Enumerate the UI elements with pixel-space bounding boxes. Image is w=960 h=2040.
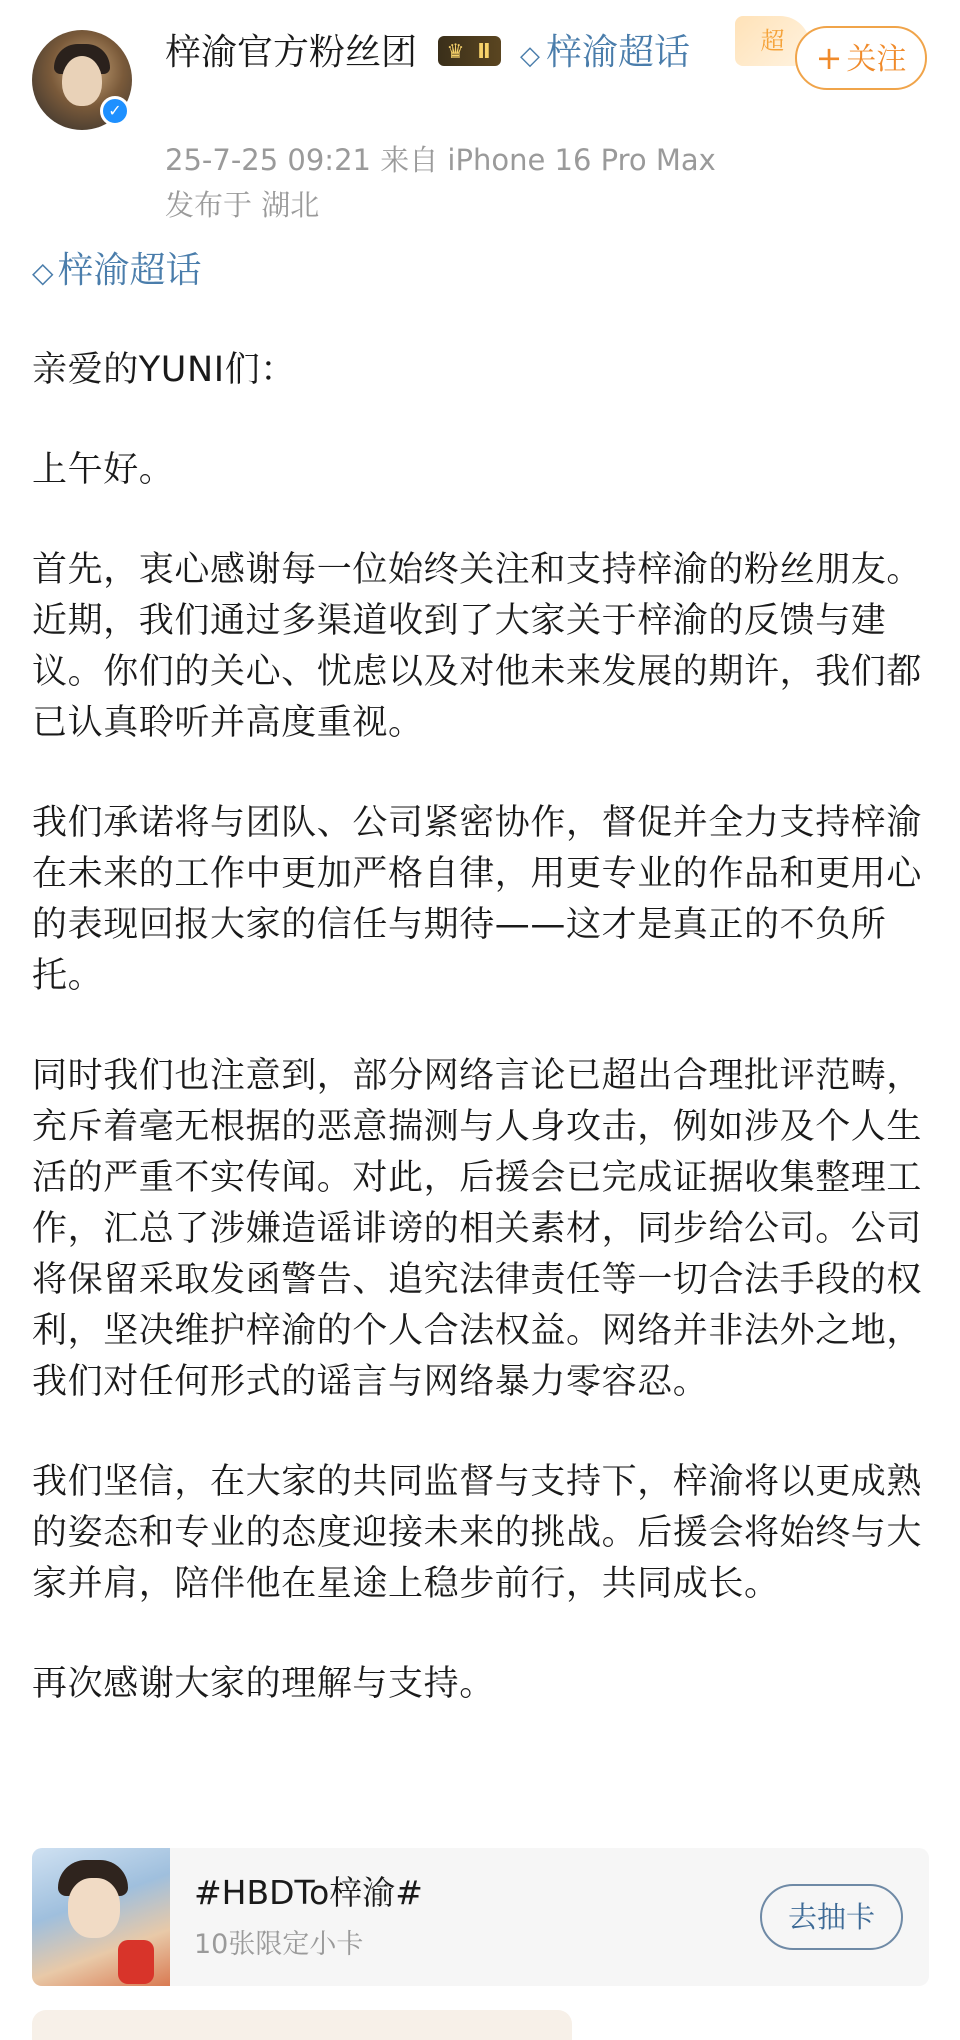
lottery-card[interactable]	[32, 1848, 929, 1986]
card-title: #HBDTo梓渝#	[194, 1873, 423, 1912]
card-subtitle: 10张限定小卡	[194, 1929, 364, 1960]
fan-level-badge[interactable]	[438, 36, 500, 66]
fan-level-value: Ⅱ	[477, 39, 491, 63]
plus-icon: +	[815, 39, 843, 77]
supertopic-icon: ◇	[32, 256, 54, 289]
thumbnail-figure	[118, 1940, 154, 1984]
post-body	[32, 345, 932, 1759]
post-header	[0, 0, 960, 240]
post-paragraph: 再次感谢大家的理解与支持。	[32, 1664, 495, 1704]
topic-tag-label: 梓渝超话	[57, 250, 202, 291]
post-paragraph: 我们坚信，在大家的共同监督与支持下，梓渝将以更成熟的姿态和专业的态度迎接未来的挑战。后援会将始终与大家并肩，陪伴他在星途上稳步前行，共同成长。	[32, 1462, 923, 1604]
topic-tag-link[interactable]	[32, 248, 202, 296]
follow-button[interactable]	[795, 26, 927, 90]
supertopic-icon: ◇	[520, 41, 541, 71]
author-topic-label: 梓渝超话	[546, 32, 691, 73]
post-paragraph: 亲爱的YUNI们：	[32, 350, 296, 390]
post-paragraph: 首先，衷心感谢每一位始终关注和支持梓渝的粉丝朋友。近期，我们通过多渠道收到了大家关于梓渝的反馈与建议。你们的关心、忧虑以及对他未来发展的期许，我们都已认真聆听并高度重视。	[32, 550, 923, 743]
post-timestamp-source: 25-7-25 09:21 来自 iPhone 16 Pro Max	[165, 143, 716, 177]
post-paragraph: 同时我们也注意到，部分网络言论已超出合理批评范畴，充斥着毫无根据的恶意揣测与人身攻击，例如涉及个人生活的严重不实传闻。对此，后援会已完成证据收集整理工作，汇总了涉嫌造谣诽谤的相关素材，同步给公司。公司将保留采取发函警告、追究法律责任等一切合法手段的权利，坚决维护梓渝的个人合法权益。网络并非法外之地，我们对任何形式的谣言与网络暴力零容忍。	[32, 1056, 923, 1402]
follow-label: 关注	[846, 42, 907, 77]
card-thumbnail	[32, 1848, 170, 1986]
post-paragraph: 我们承诺将与团队、公司紧密协作，督促并全力支持梓渝在未来的工作中更加严格自律，用更专业的作品和更用心的表现回报大家的信任与期待——这才是真正的不负所托。	[32, 803, 923, 996]
bottom-partial-element	[32, 2010, 572, 2040]
post-paragraph: 上午好。	[32, 450, 175, 490]
crown-icon: ♛	[446, 39, 465, 63]
supertopic-decoration: 超	[735, 16, 810, 66]
verified-icon: ✓	[100, 96, 130, 126]
author-name[interactable]: 梓渝官方粉丝团	[165, 32, 418, 73]
draw-card-button[interactable]: 去抽卡	[760, 1884, 903, 1950]
avatar-face	[62, 56, 102, 106]
thumbnail-face	[68, 1878, 120, 1938]
post-location: 发布于 湖北	[165, 188, 320, 222]
author-name-line	[165, 28, 765, 81]
author-topic-link[interactable]	[520, 32, 690, 73]
